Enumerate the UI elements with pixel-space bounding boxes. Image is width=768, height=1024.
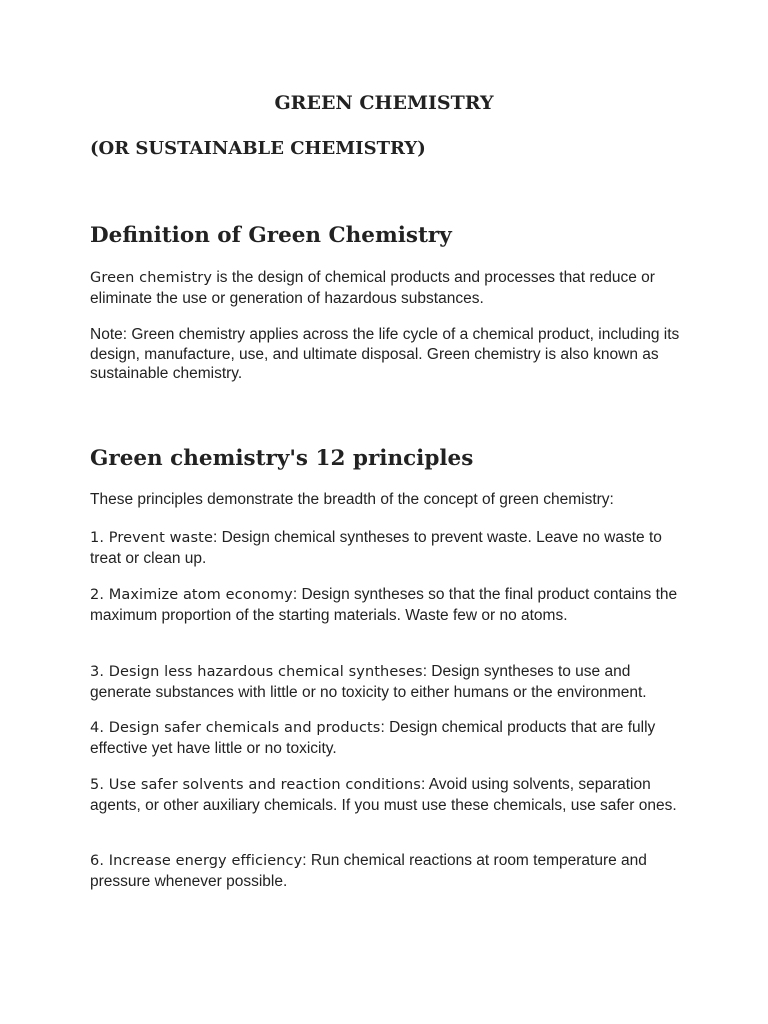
principle-item — [90, 662, 690, 702]
principle-item — [90, 585, 690, 625]
principle-lead: 4. Design safer chemicals and products — [90, 720, 381, 736]
principles-intro: These principles demonstrate the breadth of the concept of green chemistry: — [90, 491, 614, 508]
document-subtitle: (OR SUSTAINABLE CHEMISTRY) — [90, 138, 426, 159]
principle-item — [90, 775, 690, 815]
document-title: GREEN CHEMISTRY — [274, 92, 494, 114]
principle-item — [90, 528, 690, 568]
definition-term: Green chemistry — [90, 270, 213, 286]
principle-item — [90, 851, 690, 891]
principle-lead: 5. Use safer solvents and reaction conditions — [90, 777, 421, 793]
definition-text: is the design of chemical products and processes that reduce or eliminate the use or generation of hazardous substances. — [90, 269, 655, 307]
principle-text: : Design chemical syntheses to prevent waste. Leave no waste to treat or clean up. — [90, 529, 662, 567]
principle-text: : Design syntheses so that the final product contains the maximum proportion of the starting materials. Waste few or no atoms. — [90, 586, 678, 624]
definition-paragraph — [90, 268, 690, 308]
principles-heading: Green chemistry's 12 principles — [90, 446, 474, 471]
principle-text: : Design syntheses to use and generate substances with little or no toxicity to either humans or the environment. — [90, 663, 647, 701]
principle-lead: 1. Prevent waste — [90, 530, 213, 546]
principle-text: : Run chemical reactions at room temperature and pressure whenever possible. — [90, 852, 647, 890]
definition-note: Note: Green chemistry applies across the life cycle of a chemical product, including its design, manufacture, use, and ultimate disposal. Green chemistry is also known as sustainable chemistry. — [90, 326, 680, 382]
principle-item — [90, 718, 690, 758]
principle-text: : Avoid using solvents, separation agents, or other auxiliary chemicals. If you must use these chemicals, use safer ones. — [90, 776, 677, 814]
principle-lead: 2. Maximize atom economy — [90, 587, 293, 603]
definition-heading: Definition of Green Chemistry — [90, 223, 452, 248]
principle-lead: 6. Increase energy efficiency — [90, 853, 303, 869]
principle-lead: 3. Design less hazardous chemical syntheses — [90, 664, 423, 680]
principle-text: : Design chemical products that are fully effective yet have little or no toxicity. — [90, 719, 656, 757]
